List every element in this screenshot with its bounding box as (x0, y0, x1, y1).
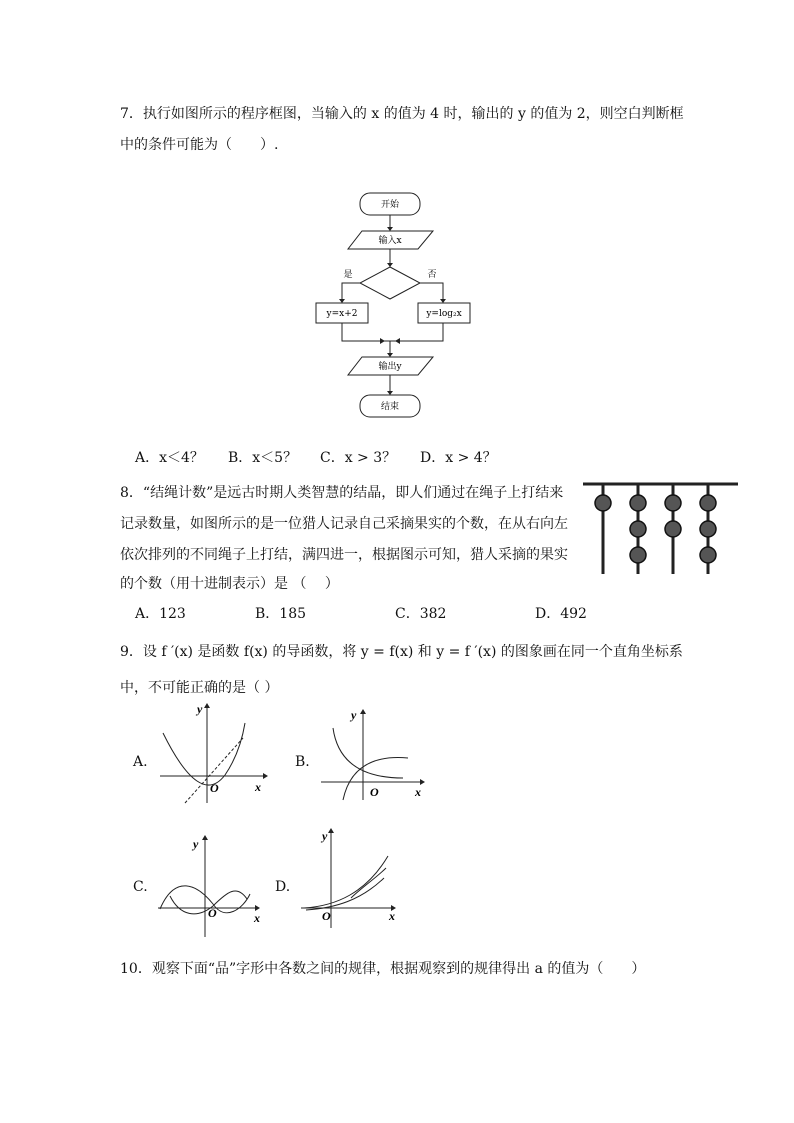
flowchart (300, 185, 490, 425)
q7-option-d: D．x > 4？ (420, 450, 497, 466)
graph-b-x-label: x (415, 785, 421, 799)
q8-text-line2: 记录数量，如图所示的是一位猎人记录自己采摘果实的个数，在从右向左 (120, 516, 568, 532)
flow-end-label: 结束 (380, 402, 400, 412)
q7-text-line2: 中的条件可能为（ ）. (120, 137, 279, 153)
q10-text-line1: 10．观察下面“品”字形中各数之间的规律，根据观察到的规律得出 a 的值为（ ） (120, 961, 646, 977)
knot (595, 495, 611, 511)
flow-input-label: 输入x (378, 236, 402, 246)
flow-decision-diamond (360, 267, 420, 299)
graph-d-label: D. (275, 879, 291, 895)
knot (665, 495, 681, 511)
graph-d-origin: O (322, 909, 331, 923)
graph-a-label: A. (133, 754, 148, 770)
flow-left-label: y=x+2 (326, 309, 358, 319)
q7-option-c: C．x > 3？ (320, 450, 397, 466)
q8-option-d: D．492 (535, 606, 587, 622)
graph-a-origin: O (210, 781, 219, 795)
q7-option-b: B．x＜5？ (228, 450, 298, 466)
flow-output-label: 输出y (378, 362, 402, 372)
graph-c (155, 834, 270, 939)
graph-d-x-label: x (389, 909, 395, 923)
flow-yes-label: 是 (343, 270, 353, 280)
graph-c-y-label: y (193, 837, 199, 851)
knot (630, 495, 646, 511)
q8-text-line4: 的个数（用十进制表示）是 （ ） (120, 576, 339, 592)
graph-c-origin: O (208, 906, 217, 920)
knot-rope-figure (583, 478, 738, 578)
flow-no-label: 否 (427, 270, 437, 280)
knot (700, 547, 716, 563)
knot (700, 521, 716, 537)
q9-text-line1: 9．设 f ′(x) 是函数 f(x) 的导函数，将 y = f(x) 和 y = f ′(x) 的图象画在同一个直角坐标系 (120, 644, 683, 660)
graph-b-label: B. (295, 754, 310, 770)
flow-start-label: 开始 (380, 200, 400, 210)
q8-option-a: A．123 (135, 606, 186, 622)
graph-a-y-label: y (197, 703, 203, 716)
knot (700, 495, 716, 511)
q9-text-line2: 中，不可能正确的是（ ） (120, 680, 279, 696)
q8-text-line3: 依次排列的不同绳子上打结，满四进一，根据图示可知，猎人采摘的果实 (120, 547, 568, 563)
q7-option-a: A．x＜4？ (135, 450, 204, 466)
graph-c-x-label: x (254, 911, 260, 925)
graph-b-origin: O (370, 785, 379, 799)
q8-option-b: B．185 (255, 606, 307, 622)
graph-a (155, 703, 270, 808)
flow-right-label: y=log₂x (426, 309, 462, 319)
q8-text-line1: 8．“结绳计数”是远古时期人类智慧的结晶，即人们通过在绳子上打结来 (120, 485, 564, 501)
q8-option-c: C．382 (395, 606, 447, 622)
graph-c-label: C. (133, 879, 148, 895)
graph-b-y-label: y (351, 708, 357, 722)
knot (630, 547, 646, 563)
graph-d (296, 828, 411, 933)
graph-d-y-label: y (322, 829, 328, 843)
graph-a-x-label: x (255, 780, 261, 794)
graph-b (318, 708, 433, 803)
knot (665, 521, 681, 537)
knot (630, 521, 646, 537)
q7-text-line1: 7．执行如图所示的程序框图，当输入的 x 的值为 4 时，输出的 y 的值为 2，则空白判断框 (120, 106, 684, 122)
